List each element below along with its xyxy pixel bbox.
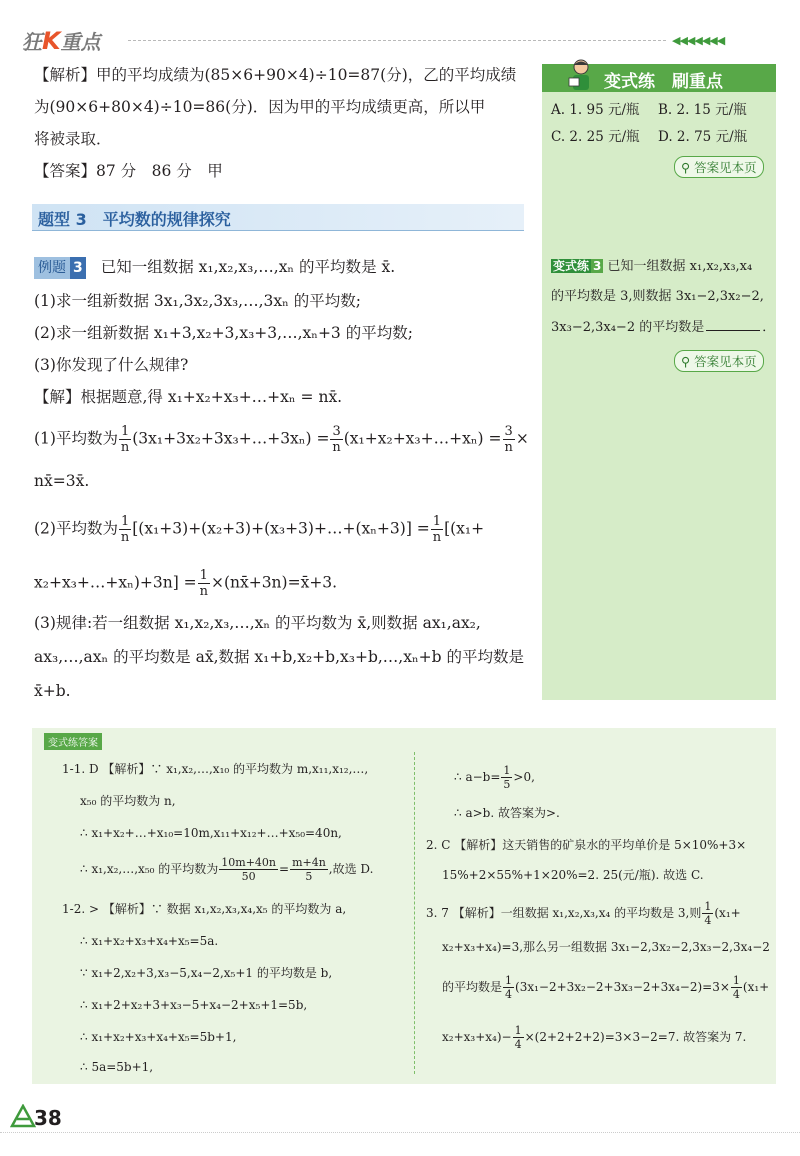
option-a: A. 1. 95 元/瓶: [551, 102, 640, 118]
student-icon: [566, 58, 596, 92]
answer-3-line-4: x₂+x₃+x₄)− $\frac{1}{4}$ ×(2+2+2+2)=3×3−2=7. 故答案为 7.: [442, 1024, 747, 1051]
arrow-decoration: ◀◀◀◀◀◀◀: [672, 34, 725, 47]
fraction: $\frac{1}{n}$: [120, 514, 130, 545]
answer-1-1-line-4: ∴ x₁,x₂,…,x₅₀ 的平均数为 $\frac{10m+40n}{50}$ = $\frac{m+4n}{5}$ ,故选 D.: [80, 856, 374, 883]
answers-divider: [414, 752, 415, 1074]
option-c: C. 2. 25 元/瓶: [551, 129, 640, 145]
example-number: 3: [70, 257, 86, 279]
fraction: $\frac{1}{4}$: [704, 900, 712, 927]
analysis-line-2: 为(90×6+80×4)÷10=86(分)．因为甲的平均成绩更高，所以甲: [34, 98, 486, 116]
answer-2-line-1: 2. C 【解析】这天销售的矿泉水的平均单价是 5×10%+3×: [426, 838, 747, 852]
page-number: 38: [34, 1106, 62, 1130]
question-3: (3)你发现了什么规律?: [34, 356, 189, 374]
answer-1-2-line-1: 1-2. > 【解析】∵ 数据 x₁,x₂,x₃,x₄,x₅ 的平均数为 a,: [62, 902, 347, 916]
analysis-line-3: 将被录取．: [34, 130, 112, 148]
variant-number: 3: [593, 259, 602, 273]
answer-3-line-3: 的平均数是 $\frac{1}{4}$ (3x₁−2+3x₂−2+3x₃−2+3x₄−2)=3× $\frac{1}{4}$ (x₁+: [442, 974, 770, 1001]
answer-1-2-line-3: ∵ x₁+2,x₂+3,x₃−5,x₄−2,x₅+1 的平均数是 b,: [80, 966, 333, 980]
fraction: $\frac{m+4n}{5}$: [292, 856, 326, 883]
answer-3-line-2: x₂+x₃+x₄)=3,那么另一组数据 3x₁−2,3x₂−2,3x₃−2,3x₄−2: [442, 940, 770, 954]
section-banner: [32, 204, 524, 231]
option-d: D. 2. 75 元/瓶: [658, 129, 748, 145]
solution-3-line-1: (3)规律:若一组数据 x₁,x₂,x₃,…,xₙ 的平均数为 x̄,则数据 ax₁,ax₂,: [34, 614, 481, 632]
answer-blank: [706, 319, 760, 331]
variant-line-2: 的平均数是 3,则数据 3x₁−2,3x₂−2,: [551, 289, 764, 304]
solution-3-line-2: ax₃,…,axₙ 的平均数是 ax̄,数据 x₁+b,x₂+b,x₃+b,…,xₙ+b 的平均数是: [34, 648, 525, 666]
fraction: $\frac{1}{n}$: [199, 568, 208, 599]
side-panel-title: 变式练 刷重点: [604, 72, 723, 92]
example-text: 已知一组数据 x₁,x₂,x₃,…,xₙ 的平均数是 x̄.: [100, 258, 396, 276]
answer-1-1-line-3: ∴ x₁+x₂+…+x₁₀=10m,x₁₁+x₁₂+…+x₅₀=40n,: [80, 826, 342, 840]
answers-box-label: 变式练答案: [44, 733, 102, 750]
solution-3-line-3: x̄+b.: [34, 682, 71, 700]
fraction: $\frac{10m+40n}{50}$: [221, 856, 276, 883]
analysis-line-1: 【解析】甲的平均成绩为(85×6+90×4)÷10=87(分)，乙的平均成绩: [34, 66, 517, 84]
option-b: B. 2. 15 元/瓶: [658, 102, 747, 118]
answer-1-2-cont-line-2: ∴ a>b. 故答案为>.: [454, 806, 560, 820]
footer-divider: [0, 1132, 800, 1133]
fraction: $\frac{1}{4}$: [514, 1024, 522, 1051]
section-title: 题型 3 平均数的规律探究: [38, 210, 231, 229]
fraction: $\frac{1}{4}$: [732, 974, 740, 1001]
answer-3-line-1: 3. 7 【解析】一组数据 x₁,x₂,x₃,x₄ 的平均数是 3,则 $\frac{1}{4}$ (x₁+: [426, 900, 741, 927]
answer-1-2-line-4: ∴ x₁+2+x₂+3+x₃−5+x₄−2+x₅+1=5b,: [80, 998, 308, 1012]
series-logo: 狂K重点: [22, 27, 101, 55]
fraction: $\frac{1}{4}$: [505, 974, 513, 1001]
fraction: $\frac{3}{n}$: [504, 424, 513, 455]
page-number-icon: [10, 1104, 36, 1128]
example-label: 例题: [34, 257, 70, 279]
solution-1-line-2: nx̄=3x̄.: [34, 472, 90, 490]
question-1: (1)求一组新数据 3x₁,3x₂,3x₃,…,3xₙ 的平均数;: [34, 292, 361, 310]
variant-line-1: 变式练 3 已知一组数据 x₁,x₂,x₃,x₄: [553, 259, 753, 274]
fraction: $\frac{1}{n}$: [120, 424, 130, 455]
pin-icon: ⚲: [681, 160, 691, 175]
solution-1-line-1: (1)平均数为 $\frac{1}{n}$ (3x₁+3x₂+3x₃+…+3xₙ) = $\frac{3}{n}$ (x₁+x₂+x₃+…+xₙ) = $\frac{3}{n}$ ×: [34, 424, 529, 455]
variant-line-3: 3x₃−2,3x₄−2 的平均数是 ．: [551, 320, 776, 335]
see-answer-button-1[interactable]: ⚲ 答案见本页: [674, 156, 764, 178]
example-statement: [34, 256, 395, 279]
variant-tag: 变式练: [553, 259, 590, 273]
answer-1-2-cont-line-1: ∴ a−b= $\frac{1}{5}$ >0,: [454, 764, 535, 791]
solution-2-line-1: (2)平均数为 $\frac{1}{n}$ [(x₁+3)+(x₂+3)+(x₃+3)+…+(xₙ+3)] = $\frac{1}{n}$ [(x₁+: [34, 514, 485, 545]
header-divider: [128, 40, 666, 41]
fraction: $\frac{1}{5}$: [503, 764, 511, 791]
answer-line: 【答案】87 分 86 分 甲: [34, 162, 223, 180]
solution-intro: 【解】根据题意,得 x₁+x₂+x₃+…+xₙ = nx̄.: [34, 388, 343, 406]
answer-1-1-line-1: 1-1. D 【解析】∵ x₁,x₂,…,x₁₀ 的平均数为 m,x₁₁,x₁₂,…,: [62, 762, 369, 776]
answer-1-2-line-2: ∴ x₁+x₂+x₃+x₄+x₅=5a.: [80, 934, 219, 948]
answer-1-2-line-6: ∴ 5a=5b+1,: [80, 1060, 154, 1074]
pin-icon: ⚲: [681, 354, 691, 369]
answer-2-line-2: 15%+2×55%+1×20%=2. 25(元/瓶). 故选 C.: [442, 868, 704, 882]
solution-2-line-2: x₂+x₃+…+xₙ)+3n] = $\frac{1}{n}$ ×(nx̄+3n)=x̄+3.: [34, 568, 338, 599]
fraction: $\frac{1}{n}$: [432, 514, 442, 545]
question-2: (2)求一组新数据 x₁+3,x₂+3,x₃+3,…,xₙ+3 的平均数;: [34, 324, 413, 342]
see-answer-button-2[interactable]: ⚲ 答案见本页: [674, 350, 764, 372]
fraction: $\frac{3}{n}$: [332, 424, 341, 455]
answer-1-2-line-5: ∴ x₁+x₂+x₃+x₄+x₅=5b+1,: [80, 1030, 237, 1044]
answer-1-1-line-2: x₅₀ 的平均数为 n,: [80, 794, 176, 808]
